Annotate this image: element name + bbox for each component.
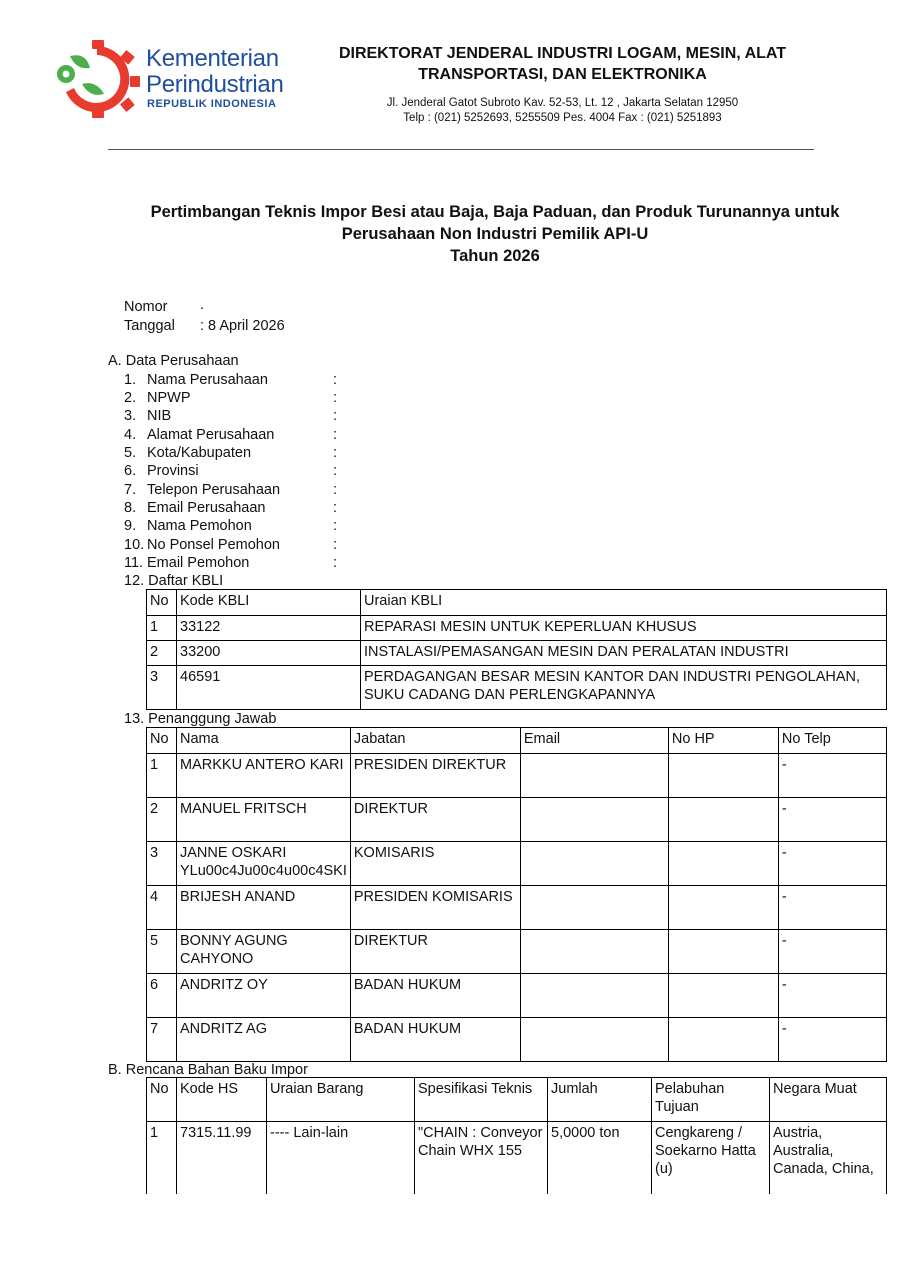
table-row [147,930,887,974]
field-number: 11. [124,555,144,571]
field-colon: : [333,537,338,553]
field-label: NPWP [147,390,191,406]
cell-uraian-kbli: REPARASI MESIN UNTUK KEPERLUAN KHUSUS [361,616,887,641]
cell-nama: JANNE OSKARI YLu00c4Ju00c4u00c4SKI [177,842,351,886]
field-colon: : [333,482,338,498]
cell-nama: BONNY AGUNG CAHYONO [177,930,351,974]
org-name-line1: DIREKTORAT JENDERAL INDUSTRI LOGAM, MESIN, ALAT [338,45,787,62]
field-number: 4. [124,427,137,443]
cell-no-telp: - [778,798,886,842]
cell-no-telp: - [778,842,886,886]
document-title-line1: Pertimbangan Teknis Impor Besi atau Baja, Baja Paduan, dan Produk Turunannya untuk [150,203,840,221]
col-header-kode-kbli: Kode KBLI [177,590,361,616]
tanggal-label: Tanggal [124,318,175,334]
brand-name-line2: Perindustrian [146,71,284,98]
org-phone: Telp : (021) 5252693, 5255509 Pes. 4004 Fax : (021) 5251893 [403,112,722,124]
field-label: No Ponsel Pemohon [147,537,280,553]
cell-no: 2 [147,798,177,842]
cell-email [520,974,668,1018]
cell-uraian-kbli: PERDAGANGAN BESAR MESIN KANTOR DAN INDUSTRI PENGOLAHAN, SUKU CADANG DAN PERLENGKAPANNYA [361,666,887,710]
col-header-spesifikasi-teknis: Spesifikasi Teknis [415,1078,548,1122]
table-row [147,798,887,842]
col-header-email: Email [520,728,668,754]
col-header-no: No [147,1078,177,1122]
cell-kode-kbli: 33122 [177,616,361,641]
brand-name-line1: Kementerian [146,45,279,72]
cell-jabatan: BADAN HUKUM [350,1018,520,1062]
section-a-heading: A. Data Perusahaan [108,353,239,369]
field-number: 10. [124,537,145,553]
bahan-baku-table [146,1077,887,1194]
field-label: Alamat Perusahaan [147,427,275,443]
cell-uraian-barang: ---- Lain-lain [267,1122,415,1194]
cell-kode-kbli: 33200 [177,641,361,666]
col-header-jabatan: Jabatan [350,728,520,754]
table-row [147,1122,887,1194]
table-row [147,886,887,930]
cell-no: 1 [147,616,177,641]
cell-no: 5 [147,930,177,974]
document-year: Tahun 2026 [450,247,540,265]
cell-no-hp [668,754,778,798]
nomor-label: Nomor [124,299,168,315]
cell-no-telp: - [778,930,886,974]
cell-no: 4 [147,886,177,930]
cell-email [520,930,668,974]
cell-no-hp [668,1018,778,1062]
cell-no-hp [668,974,778,1018]
field-number: 7. [124,482,137,498]
field-number: 9. [124,518,137,534]
cell-jabatan: PRESIDEN DIREKTUR [350,754,520,798]
field-number: 8. [124,500,137,516]
penanggung-jawab-table [146,727,887,1062]
brand-subtitle: REPUBLIK INDONESIA [147,98,277,110]
cell-no: 1 [147,1122,177,1194]
cell-email [520,842,668,886]
cell-kode-kbli: 46591 [177,666,361,710]
cell-email [520,754,668,798]
table-header-row [147,1078,887,1122]
col-header-nama: Nama [177,728,351,754]
field-label: Email Pemohon [147,555,250,571]
cell-no-telp: - [778,974,886,1018]
col-header-uraian-barang: Uraian Barang [267,1078,415,1122]
cell-no: 2 [147,641,177,666]
org-name-line2: TRANSPORTASI, DAN ELEKTRONIKA [418,66,707,83]
table-header-row [147,728,887,754]
col-header-no: No [147,728,177,754]
col-header-pelabuhan-tujuan: Pelabuhan Tujuan [652,1078,770,1122]
field-label: Provinsi [147,463,199,479]
cell-nama: MANUEL FRITSCH [177,798,351,842]
cell-email [520,798,668,842]
cell-no-telp: - [778,1018,886,1062]
table-header-row [147,590,887,616]
cell-no: 1 [147,754,177,798]
cell-no-telp: - [778,886,886,930]
table-row [147,616,887,641]
kemenperin-logo-icon [52,40,142,118]
field-colon: : [333,463,338,479]
cell-no: 3 [147,666,177,710]
cell-uraian-kbli: INSTALASI/PEMASANGAN MESIN DAN PERALATAN INDUSTRI [361,641,887,666]
field-number: 6. [124,463,137,479]
field-colon: : [333,427,338,443]
cell-no-hp [668,842,778,886]
tanggal-value: : 8 April 2026 [200,318,285,334]
kbli-table [146,589,887,710]
col-header-no-telp: No Telp [778,728,886,754]
cell-jabatan: BADAN HUKUM [350,974,520,1018]
field-number: 1. [124,372,137,388]
cell-nama: MARKKU ANTERO KARI [177,754,351,798]
cell-email [520,1018,668,1062]
field-number: 5. [124,445,137,461]
field-colon: : [333,390,338,406]
cell-jabatan: DIREKTUR [350,930,520,974]
document-title-line2: Perusahaan Non Industri Pemilik API-U [341,225,649,243]
field-colon: : [333,372,338,388]
cell-no: 7 [147,1018,177,1062]
field-label: Email Perusahaan [147,500,266,516]
field-number: 3. [124,408,137,424]
nomor-value: . [200,297,205,313]
field-colon: : [333,445,338,461]
field-label: Nama Perusahaan [147,372,268,388]
col-header-no: No [147,590,177,616]
penanggung-jawab-heading: 13. Penanggung Jawab [124,711,277,727]
table-row [147,974,887,1018]
table-row [147,754,887,798]
org-address: Jl. Jenderal Gatot Subroto Kav. 52-53, Lt. 12 , Jakarta Selatan 12950 [386,97,739,109]
cell-jabatan: KOMISARIS [350,842,520,886]
cell-no-hp [668,798,778,842]
section-b-heading: B. Rencana Bahan Baku Impor [108,1062,308,1078]
cell-no-telp: - [778,754,886,798]
cell-no-hp [668,930,778,974]
field-colon: : [333,500,338,516]
field-label: Kota/Kabupaten [147,445,252,461]
table-row [147,666,887,710]
table-row [147,641,887,666]
field-colon: : [333,518,338,534]
field-label: NIB [147,408,172,424]
cell-kode-hs: 7315.11.99 [177,1122,267,1194]
cell-jumlah: 5,0000 ton [548,1122,652,1194]
field-number: 2. [124,390,137,406]
cell-no: 3 [147,842,177,886]
cell-spesifikasi-teknis: "CHAIN : Conveyor Chain WHX 155 [415,1122,548,1194]
header-divider [108,149,814,150]
col-header-jumlah: Jumlah [548,1078,652,1122]
cell-pelabuhan-tujuan: Cengkareng / Soekarno Hatta (u) [652,1122,770,1194]
field-label: Nama Pemohon [147,518,252,534]
cell-jabatan: DIREKTUR [350,798,520,842]
field-colon: : [333,408,338,424]
col-header-kode-hs: Kode HS [177,1078,267,1122]
cell-no-hp [668,886,778,930]
cell-no: 6 [147,974,177,1018]
field-label: Telepon Perusahaan [147,482,281,498]
table-row [147,1018,887,1062]
cell-nama: BRIJESH ANAND [177,886,351,930]
col-header-uraian-kbli: Uraian KBLI [361,590,887,616]
kbli-heading: 12. Daftar KBLI [124,573,224,589]
cell-jabatan: PRESIDEN KOMISARIS [350,886,520,930]
cell-nama: ANDRITZ AG [177,1018,351,1062]
cell-negara-muat: Austria, Australia, Canada, China, [770,1122,887,1194]
table-row [147,842,887,886]
col-header-no-hp: No HP [668,728,778,754]
cell-email [520,886,668,930]
field-colon: : [333,555,338,571]
cell-nama: ANDRITZ OY [177,974,351,1018]
col-header-negara-muat: Negara Muat [770,1078,887,1122]
